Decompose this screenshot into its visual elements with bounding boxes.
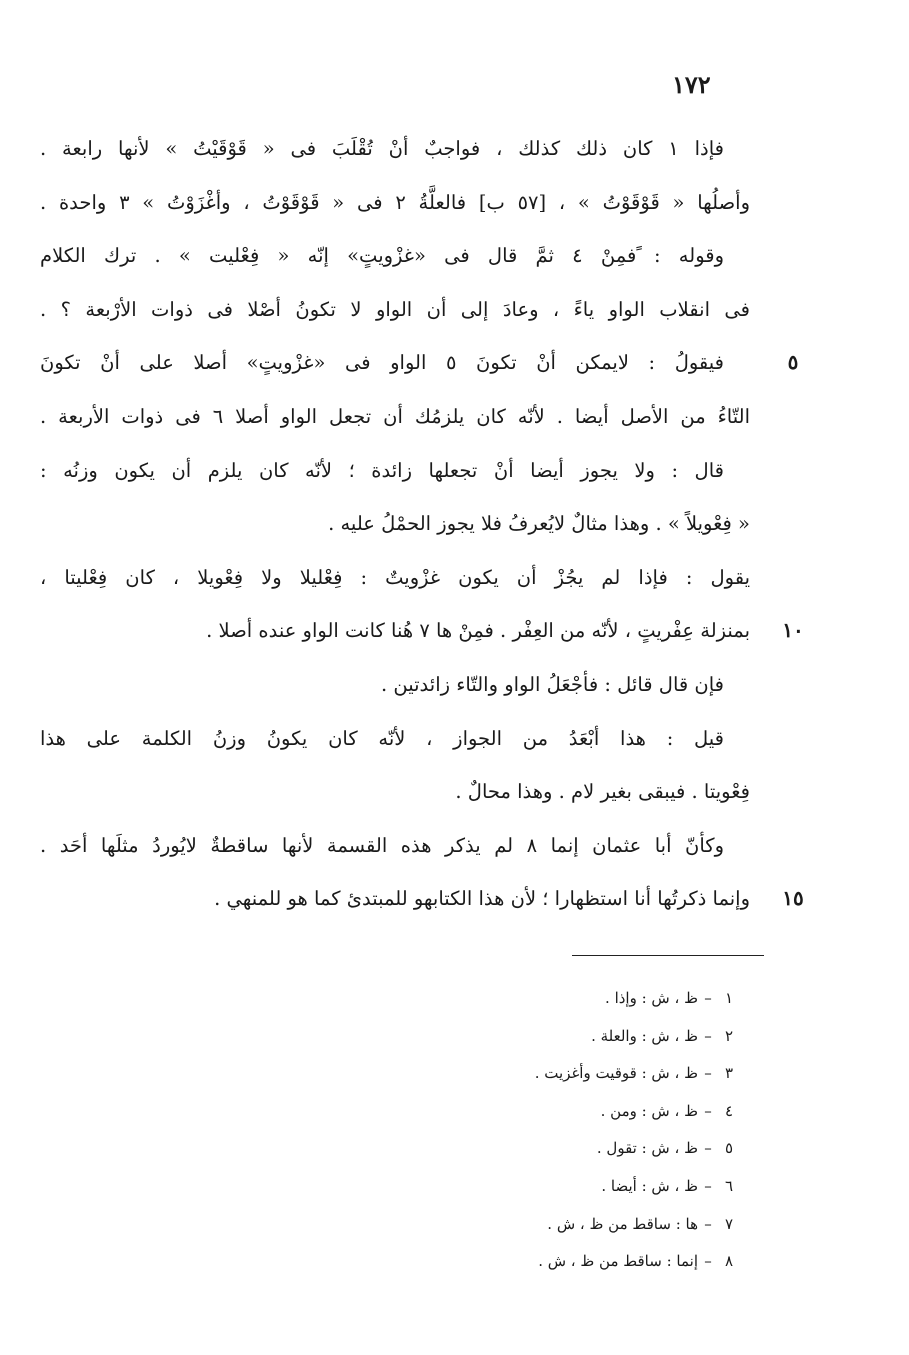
line-number: ١٥	[782, 886, 804, 911]
footnote-dash: –	[704, 1214, 712, 1233]
footnote	[300, 1168, 740, 1206]
text-line: قيل : هذا أبْعَدُ من الجواز ، لأنّه كان يكونُ وزنُ الكلمة على هذا	[40, 726, 724, 750]
footnote-text: ظ ، ش : ومن .	[600, 1101, 698, 1120]
text-line: وكأنّ أبا عثمان إنما ٨ لم يذكر هذه القسمة لأنها ساقطةٌ لايُوردُ مثلَها أحَد .	[40, 833, 724, 857]
footnote-number: ٧	[724, 1214, 734, 1233]
footnote-text: ظ ، ش : أيضا .	[601, 1176, 698, 1195]
footnote	[300, 1018, 740, 1056]
footnote	[300, 980, 740, 1018]
footnote-text: ظ ، ش : والعلة .	[591, 1026, 698, 1045]
footnote-dash: –	[704, 1101, 712, 1120]
page-number: ١٧٢	[672, 70, 711, 99]
text-line: فى انقلاب الواو ياءً ، وعادَ إلى أن الواو لا تكونُ أصْلا فى ذوات الأرْبعة ؟ .	[40, 297, 750, 321]
text-line: « فِعْويلاً » . وهذا مثالٌ لايُعرفُ فلا يجوز الحمْلُ عليه .	[328, 512, 750, 536]
footnote	[300, 1130, 740, 1168]
text-line: فإن قال قائل : فأجْعَلُ الواو والتّاء زائدتين .	[380, 672, 724, 696]
footnote	[300, 1243, 740, 1281]
footnotes	[300, 980, 740, 1281]
footnote-number: ١	[724, 989, 734, 1007]
text-line: التّاءُ من الأصل أيضا . لأنّه كان يلزمُك أن تجعل الواو أصلا ٦ فى ذوات الأربعة .	[40, 404, 750, 428]
footnote	[300, 1093, 740, 1131]
text-line: فِعْويتا . فيبقى بغير لام . وهذا محالٌ .	[455, 780, 750, 804]
text-line: وإنما ذكرتُها أنا استظهارا ؛ لأن هذا الكتابهو للمبتدئ كما هو للمنهي .	[214, 887, 750, 911]
footnote-dash: –	[704, 1139, 712, 1158]
footnote-number: ٦	[724, 1176, 734, 1195]
footnote-number: ٨	[724, 1252, 734, 1271]
footnote-number: ٤	[724, 1101, 734, 1120]
footnote-number: ٢	[724, 1026, 734, 1045]
footnote-dash: –	[704, 1252, 712, 1271]
footnote-text: ظ ، ش : وإذا .	[605, 989, 698, 1007]
text-line: وقوله : ًفمِنْ ٤ ثمَّ قال فى «غزْويتٍ» إنّه « فِعْليت » . ترك الكلام	[40, 244, 725, 268]
line-number: ٥	[787, 350, 799, 375]
footnote-text: ها : ساقط من ظ ، ش .	[547, 1214, 698, 1233]
footnote-dash: –	[704, 1064, 712, 1083]
footnote	[300, 1055, 740, 1093]
footnote-text: ظ ، ش : قوقيت وأغزيت .	[534, 1064, 698, 1083]
text-line: يقول : فإذا لم يجُزْ أن يكون غزْويتٌ : فِعْليلا ولا فِعْويلا ، كان فِعْليتا ،	[40, 565, 750, 589]
footnote-number: ٥	[724, 1139, 734, 1158]
footnote-text: ظ ، ش : تقول .	[596, 1139, 698, 1158]
footnote-divider	[572, 955, 764, 956]
footnote-number: ٣	[724, 1064, 734, 1083]
footnote-dash: –	[704, 1026, 712, 1045]
main-text	[40, 122, 750, 926]
text-line: فإذا ١ كان ذلك كذلك ، فواجبٌ أنْ تُقْلَبَ فى « قَوْقَيْتُ » لأنها رابعة .	[40, 137, 724, 160]
footnote-dash: –	[704, 989, 712, 1007]
line-number: ١٠	[782, 618, 804, 643]
text-line: قال : ولا يجوز أيضا أنْ تجعلها زائدة ؛ لأنّه كان يلزم أن يكون وزنُه :	[40, 458, 724, 482]
text-line: وأصلُها « قَوْقَوْتُ » ، [٥٧ ب] فالعلَّةُ ٢ فى « قَوْقَوْتُ ، وأغْزَوْتُ » ٣ واحدة .	[40, 190, 750, 214]
footnote	[300, 1206, 740, 1244]
footnote-text: إنما : ساقط من ظ ، ش .	[538, 1252, 698, 1271]
text-line: بمنزلة عِفْريتٍ ، لأنّه من العِفْر . فمِنْ ها ٧ هُنا كانت الواو عنده أصلا .	[206, 619, 750, 643]
footnote-dash: –	[704, 1176, 712, 1195]
text-line: فيقولُ : لايمكن أنْ تكونَ ٥ الواو فى «غزْويتٍ» أصلا على أنْ تكونَ	[40, 351, 724, 375]
